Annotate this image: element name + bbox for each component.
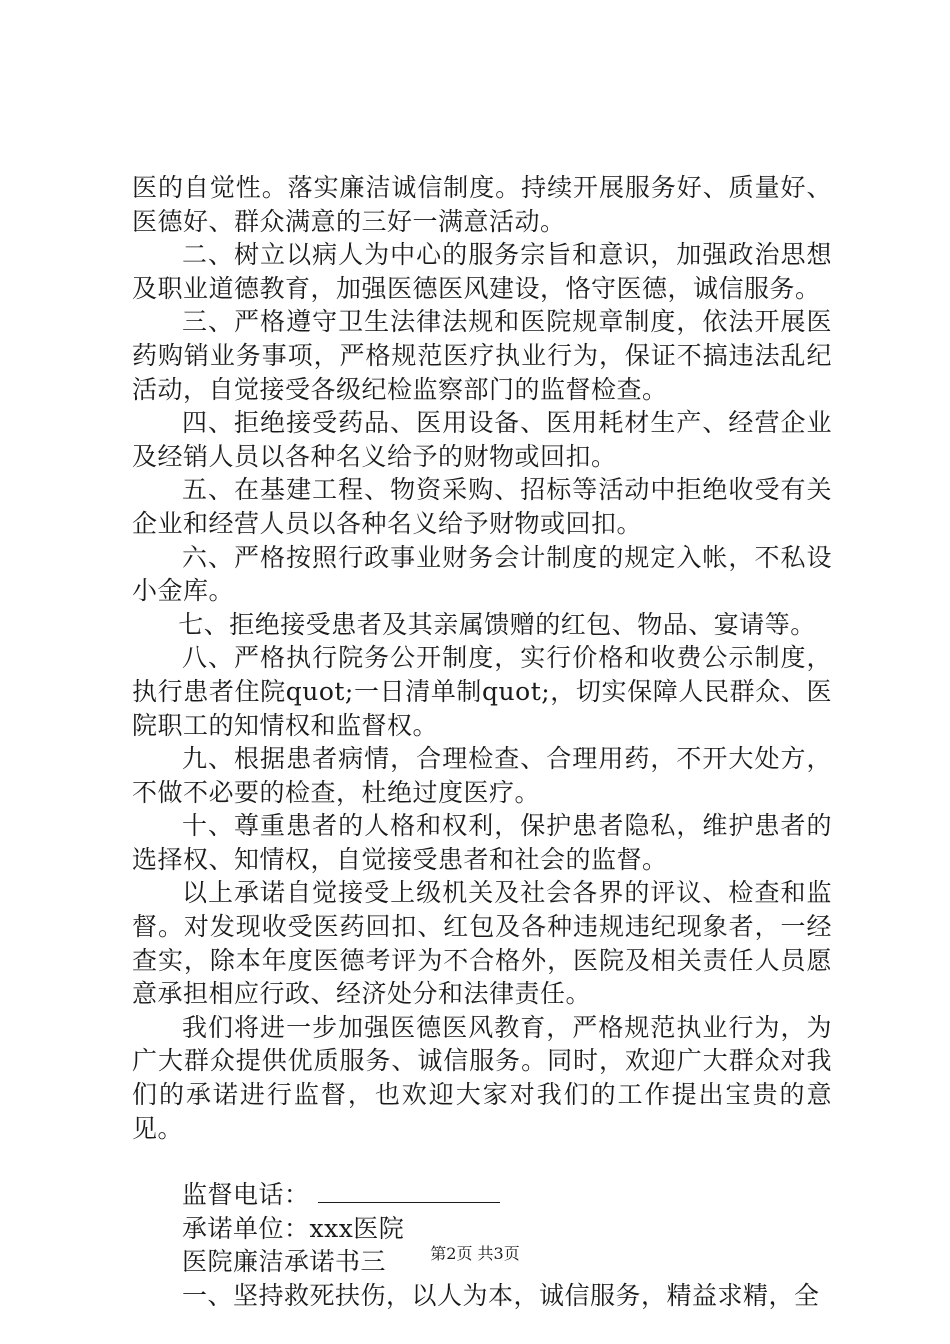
- supervision-phone-label: 监督电话：: [182, 1180, 310, 1210]
- paragraph-item-9: 九、根据患者病情，合理检查、合理用药，不开大处方，不做不必要的检查，杜绝过度医疗。: [132, 744, 832, 807]
- paragraph-item-10: 十、尊重患者的人格和权利，保护患者隐私，维护患者的选择权、知情权，自觉接受患者和社会的监督。: [132, 811, 832, 874]
- paragraph-item-3: 三、严格遵守卫生法律法规和医院规章制度，依法开展医药购销业务事项，严格规范医疗执业行为，保证不搞违法乱纪活动，自觉接受各级纪检监察部门的监督检查。: [132, 307, 832, 404]
- paragraph-item-4: 四、拒绝接受药品、医用设备、医用耗材生产、经营企业及经销人员以各种名义给予的财物或回扣。: [132, 408, 832, 471]
- spacer: [132, 1145, 832, 1178]
- paragraph-item-5: 五、在基建工程、物资采购、招标等活动中拒绝收受有关企业和经营人员以各种名义给予财物或回扣。: [132, 475, 832, 538]
- paragraph-closing: 我们将进一步加强医德医风教育，严格规范执业行为，为广大群众提供优质服务、诚信服务。同时，欢迎广大群众对我们的承诺进行监督，也欢迎大家对我们的工作提出宝贵的意见。: [132, 1012, 832, 1143]
- next-section-title: 医院廉洁承诺书三: [182, 1247, 387, 1277]
- paragraph-commitment: 以上承诺自觉接受上级机关及社会各界的评议、检查和监督。对发现收受医药回扣、红包及各种违规违纪现象者，一经查实，除本年度医德考评为不合格外，医院及相关责任人员愿意承担相应行政、经济处分和法律责任。: [132, 878, 832, 1009]
- paragraph-item-2: 二、树立以病人为中心的服务宗旨和意识，加强政治思想及职业道德教育，加强医德医风建设，恪守医德，诚信服务。: [132, 240, 832, 303]
- next-section-first-line: 一、坚持救死扶伤，以人为本，诚信服务，精益求精，全: [182, 1281, 820, 1310]
- paragraph-item-7: 七、拒绝接受患者及其亲属馈赠的红包、物品、宴请等。: [178, 609, 816, 639]
- paragraph-item-8: 八、严格执行院务公开制度，实行价格和收费公示制度，执行患者住院quot;一日清单制quot;，切实保障人民群众、医院职工的知情权和监督权。: [132, 643, 832, 740]
- document-body: [132, 171, 832, 1313]
- page-indicator: 第2页 共3页: [430, 1244, 520, 1263]
- supervision-phone-blank: [318, 1180, 500, 1203]
- paragraph-item-6: 六、严格按照行政事业财务会计制度的规定入帐，不私设小金库。: [132, 542, 832, 606]
- supervision-phone-line: [132, 1178, 832, 1212]
- promising-unit: 承诺单位：xxx医院: [182, 1213, 405, 1243]
- page-footer: [0, 1244, 950, 1264]
- paragraph-continuation: 医的自觉性。落实廉洁诚信制度。持续开展服务好、质量好、医德好、群众满意的三好一满意活动。: [132, 173, 832, 236]
